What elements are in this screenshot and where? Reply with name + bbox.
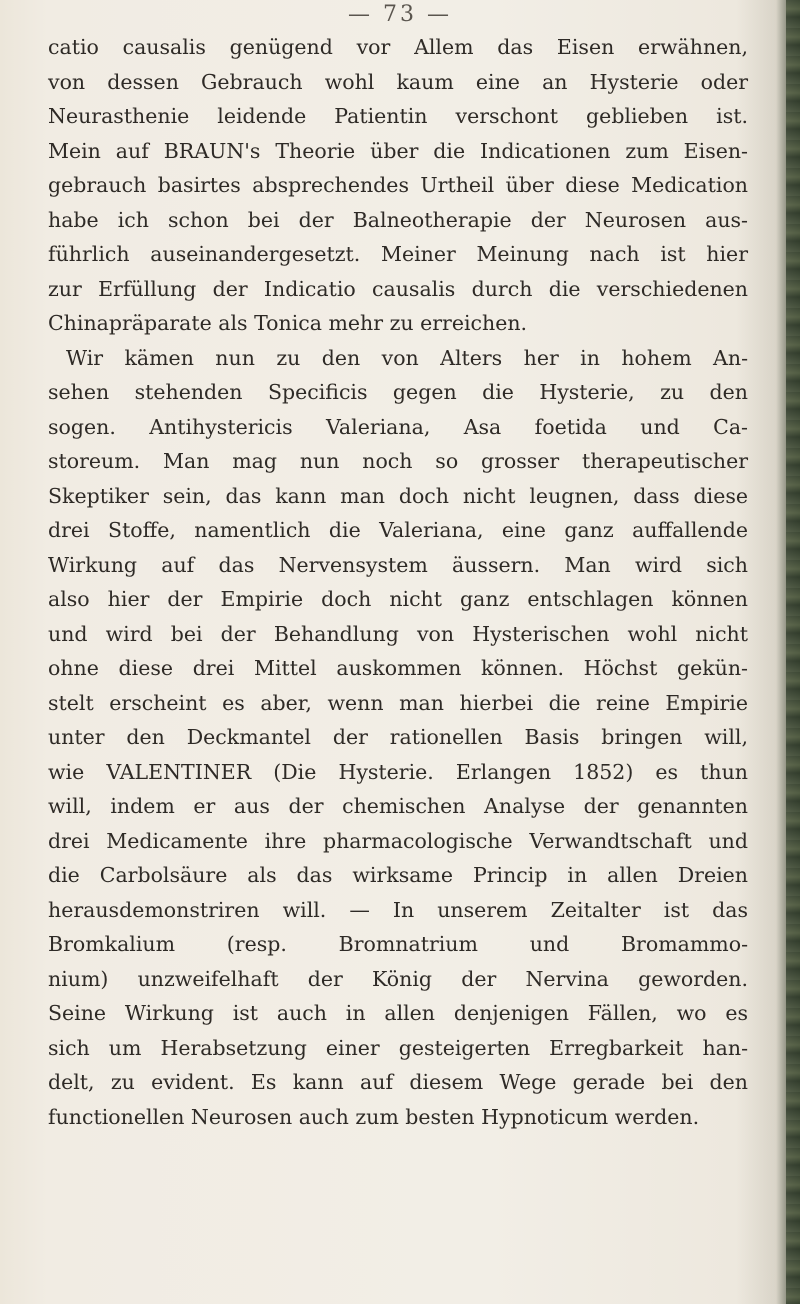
text-line: nium) unzweifelhaft der König der Nervina geworden. <box>48 966 748 991</box>
text-line: functionellen Neurosen auch zum besten Hypnoticum werden. <box>48 1104 700 1129</box>
text-line: wie VALENTINER (Die Hysterie. Erlangen 1852) es thun <box>48 759 748 784</box>
text-line: Neurasthenie leidende Patientin verschont geblieben ist. <box>48 104 748 128</box>
text-line: sich um Herabsetzung einer gesteigerten Erregbarkeit han- <box>48 1035 748 1060</box>
text-line: Seine Wirkung ist auch in allen denjenigen Fällen, wo es <box>48 1001 748 1025</box>
page-number: — 73 — <box>348 2 452 27</box>
text-line: sehen stehenden Specificis gegen die Hysterie, zu den <box>48 380 748 404</box>
text-line: stelt erscheint es aber, wenn man hierbei die reine Empirie <box>48 690 748 715</box>
text-line: catio causalis genügend vor Allem das Eisen erwähnen, <box>48 35 748 59</box>
text-line: will, indem er aus der chemischen Analyse der genannten <box>48 794 748 818</box>
text-line: also hier der Empirie doch nicht ganz entschlagen können <box>48 587 748 611</box>
text-line: drei Medicamente ihre pharmacologische Verwandtschaft und <box>48 828 748 853</box>
text-line: habe ich schon bei der Balneotherapie der Neurosen aus- <box>48 207 748 232</box>
text-line: zur Erfüllung der Indicatio causalis durch die verschiedenen <box>48 276 748 301</box>
text-line: Mein auf BRAUN's Theorie über die Indicationen zum Eisen- <box>48 138 748 163</box>
text-line: unter den Deckmantel der rationellen Basis bringen will, <box>48 725 748 749</box>
text-line: storeum. Man mag nun noch so grosser therapeutischer <box>48 449 748 473</box>
text-line: die Carbolsäure als das wirksame Princip in allen Dreien <box>48 863 748 887</box>
text-line: von dessen Gebrauch wohl kaum eine an Hysterie oder <box>48 69 748 94</box>
text-line: drei Stoffe, namentlich die Valeriana, eine ganz auffallende <box>48 518 748 542</box>
body-text <box>48 30 748 1134</box>
text-line: delt, zu evident. Es kann auf diesem Wege gerade bei den <box>48 1070 748 1094</box>
text-line: Skeptiker sein, das kann man doch nicht leugnen, dass diese <box>48 483 748 508</box>
text-line: Wir kämen nun zu den von Alters her in hohem An- <box>66 345 748 370</box>
text-line: Wirkung auf das Nervensystem äussern. Man wird sich <box>48 552 748 577</box>
text-line: führlich auseinandergesetzt. Meiner Meinung nach ist hier <box>48 242 748 266</box>
text-line: sogen. Antihystericis Valeriana, Asa foetida und Ca- <box>48 414 748 439</box>
page-edge-binding <box>786 0 800 1304</box>
text-line: herausdemonstriren will. — In unserem Zeitalter ist das <box>48 897 748 922</box>
text-line: ohne diese drei Mittel auskommen können. Höchst gekün- <box>48 656 748 680</box>
text-line: Chinapräparate als Tonica mehr zu erreichen. <box>48 311 528 335</box>
text-line: Bromkalium (resp. Bromnatrium und Bromammo- <box>48 932 748 956</box>
text-line: gebrauch basirtes absprechendes Urtheil über diese Medication <box>48 173 748 197</box>
text-line: und wird bei der Behandlung von Hysterischen wohl nicht <box>48 621 748 646</box>
